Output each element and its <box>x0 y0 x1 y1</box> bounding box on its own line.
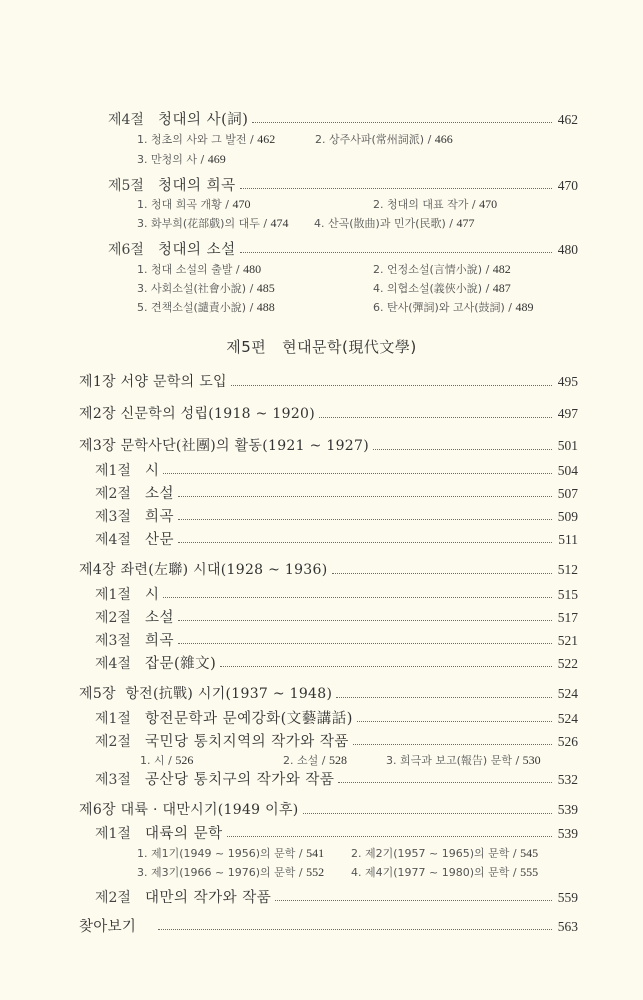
toc-subitem[interactable]: 3. 만청의 사 / 469 <box>137 152 226 166</box>
subitem-label: 4. 제4기(1977 ~ 1980)의 문학 <box>351 866 510 879</box>
subitem-label: 1. 청초의 사와 그 발전 <box>137 133 247 146</box>
section-title: 공산당 통치구의 작가와 작품 <box>144 772 335 788</box>
subitem-page: 482 <box>492 262 511 276</box>
section-number: 제2절 <box>95 486 131 502</box>
toc-subitem[interactable]: 1. 시 / 526 <box>140 753 194 767</box>
page-number: 511 <box>558 532 578 547</box>
dot-leader <box>158 929 552 930</box>
toc-subitem[interactable]: 3. 희극과 보고(報告) 문학 / 530 <box>386 753 541 767</box>
section-number: 제3절 <box>95 772 131 788</box>
section-number: 제5절 <box>108 178 144 194</box>
page-number: 509 <box>557 509 578 524</box>
dot-leader <box>178 643 552 644</box>
toc-subitem[interactable]: 6. 탄사(彈詞)와 고사(鼓詞) / 489 <box>373 300 534 314</box>
subitem-label: 1. 시 <box>140 754 165 767</box>
page-number: 539 <box>557 826 578 841</box>
subitem-label: 3. 화부희(花部戲)의 대두 <box>137 217 260 230</box>
subitem-label: 1. 제1기(1949 ~ 1956)의 문학 <box>137 847 296 860</box>
toc-subitem[interactable]: 2. 청대의 대표 작가 / 470 <box>373 197 498 211</box>
section-number: 제1절 <box>95 711 131 727</box>
part-heading: 제5편 현대문학(現代文學) <box>226 338 417 356</box>
page-number: 504 <box>557 463 578 478</box>
subitem-page: 477 <box>456 216 475 230</box>
page-number: 521 <box>557 633 578 648</box>
subitem-label: 1. 청대 소설의 출발 <box>137 263 233 276</box>
subitem-label: 2. 소설 <box>283 754 319 767</box>
page-number: 522 <box>557 656 578 671</box>
toc-subitem[interactable]: 1. 청대 희곡 개황 / 470 <box>137 197 251 211</box>
toc-subitem[interactable]: 4. 의협소설(義俠小說) / 487 <box>373 281 511 295</box>
subitem-page: 530 <box>522 753 541 767</box>
dot-leader <box>163 597 551 598</box>
page-number: 512 <box>557 562 578 577</box>
chapter-title: 제4장 좌련(左聯) 시대(1928 ~ 1936) <box>79 562 328 578</box>
subitem-page: 555 <box>520 865 539 879</box>
subitem-label: 6. 탄사(彈詞)와 고사(鼓詞) <box>373 301 505 314</box>
dot-leader <box>163 473 551 474</box>
subitem-page: 541 <box>306 846 325 860</box>
dot-leader <box>227 836 552 837</box>
toc-section-row[interactable] <box>95 505 578 526</box>
toc-section-row[interactable] <box>95 768 578 789</box>
dot-leader <box>231 385 552 386</box>
page-number: 480 <box>557 242 578 257</box>
toc-section-row[interactable] <box>95 606 578 627</box>
page-number: 462 <box>557 112 578 127</box>
subitem-label: 2. 언정소설(言情小說) <box>373 263 483 276</box>
page-number: 559 <box>557 890 578 905</box>
subitem-page: 474 <box>270 216 289 230</box>
dot-leader <box>353 744 552 745</box>
chapter-title: 제2장 신문학의 성립(1918 ~ 1920) <box>79 406 316 422</box>
page-number: 563 <box>557 919 578 934</box>
dot-leader <box>220 666 551 667</box>
section-title: 항전문학과 문예강화(文藝講話) <box>144 711 353 727</box>
page-number: 470 <box>557 178 578 193</box>
toc-section-row[interactable] <box>95 583 578 604</box>
section-number: 제2절 <box>95 610 131 626</box>
toc-section-row[interactable] <box>95 707 578 728</box>
dot-leader <box>319 417 552 418</box>
page-number: 501 <box>557 438 578 453</box>
subitem-page: 469 <box>207 152 226 166</box>
section-number: 제1절 <box>95 826 131 842</box>
toc-subitem[interactable]: 2. 소설 / 528 <box>283 753 347 767</box>
toc-chapter-row[interactable] <box>79 559 578 579</box>
toc-section-row[interactable] <box>108 108 578 129</box>
section-title: 청대의 소설 <box>157 242 236 258</box>
toc-section-row[interactable] <box>108 174 578 195</box>
section-title: 희곡 <box>144 509 174 525</box>
dot-leader <box>303 813 552 814</box>
index-title: 찾아보기 <box>79 919 137 935</box>
section-number: 제4절 <box>95 532 131 548</box>
chapter-title: 제3장 문학사단(社團)의 활동(1921 ~ 1927) <box>79 438 369 454</box>
toc-subitem[interactable]: 3. 사회소설(社會小說) / 485 <box>137 281 275 295</box>
toc-subitem[interactable]: 3. 제3기(1966 ~ 1976)의 문학 / 552 <box>137 865 325 879</box>
toc-section-row[interactable] <box>95 459 578 480</box>
subitem-label: 2. 상주사파(常州詞派) <box>315 133 425 146</box>
toc-chapter-row[interactable] <box>79 403 578 423</box>
section-title: 소설 <box>144 610 174 626</box>
subitem-label: 2. 제2기(1957 ~ 1965)의 문학 <box>351 847 510 860</box>
page-number: 524 <box>557 711 578 726</box>
subitem-page: 526 <box>175 753 194 767</box>
toc-section-row[interactable] <box>95 652 578 673</box>
toc-section-row[interactable] <box>95 822 578 843</box>
toc-chapter-row[interactable] <box>79 799 578 819</box>
toc-section-row[interactable] <box>95 528 578 549</box>
dot-leader <box>336 697 552 698</box>
section-number: 제1절 <box>95 463 131 479</box>
dot-leader <box>332 573 552 574</box>
subitem-label: 4. 의협소설(義俠小說) <box>373 282 483 295</box>
subitem-label: 4. 산곡(散曲)과 민가(民歌) <box>314 217 446 230</box>
subitem-page: 528 <box>328 753 347 767</box>
section-title: 국민당 통치지역의 작가와 작품 <box>144 734 349 750</box>
dot-leader <box>178 620 552 621</box>
section-title: 시 <box>144 463 160 479</box>
toc-chapter-row[interactable] <box>79 683 578 703</box>
toc-subitem[interactable]: 5. 견책소설(譴責小說) / 488 <box>137 300 275 314</box>
section-title: 청대의 희곡 <box>157 178 236 194</box>
dot-leader <box>373 449 552 450</box>
section-number: 제2절 <box>95 890 131 906</box>
section-number: 제4절 <box>108 112 144 128</box>
toc-section-row[interactable] <box>95 482 578 503</box>
page-number: 532 <box>557 772 578 787</box>
toc-subitem[interactable]: 1. 제1기(1949 ~ 1956)의 문학 / 541 <box>137 846 325 860</box>
toc-subitem[interactable]: 2. 제2기(1957 ~ 1965)의 문학 / 545 <box>351 846 539 860</box>
section-number: 제6절 <box>108 242 144 258</box>
page-number: 517 <box>557 610 578 625</box>
subitem-label: 3. 만청의 사 <box>137 153 197 166</box>
section-title: 대륙의 문학 <box>144 826 223 842</box>
dot-leader <box>357 721 552 722</box>
chapter-title: 제1장 서양 문학의 도입 <box>79 374 227 390</box>
dot-leader <box>338 782 551 783</box>
subitem-page: 552 <box>306 865 325 879</box>
section-title: 청대의 사(詞) <box>157 112 249 128</box>
page-number: 515 <box>557 587 578 602</box>
section-number: 제3절 <box>95 633 131 649</box>
toc-section-row[interactable] <box>95 629 578 650</box>
dot-leader <box>178 496 552 497</box>
subitem-page: 485 <box>256 281 275 295</box>
subitem-page: 462 <box>257 132 276 146</box>
dot-leader <box>240 252 552 253</box>
page-number: 507 <box>557 486 578 501</box>
toc-index-row[interactable] <box>79 915 578 936</box>
chapter-title: 제6장 대륙 · 대만시기(1949 이후) <box>79 802 299 818</box>
page-number: 539 <box>557 802 578 817</box>
subitem-page: 489 <box>515 300 534 314</box>
toc-section-row[interactable] <box>95 730 578 751</box>
toc-subitem[interactable]: 2. 언정소설(言情小說) / 482 <box>373 262 511 276</box>
dot-leader <box>178 542 552 543</box>
subitem-page: 487 <box>492 281 511 295</box>
section-title: 소설 <box>144 486 174 502</box>
section-title: 산문 <box>144 532 174 548</box>
subitem-page: 470 <box>479 197 498 211</box>
section-title: 희곡 <box>144 633 174 649</box>
section-number: 제2절 <box>95 734 131 750</box>
subitem-page: 545 <box>520 846 539 860</box>
dot-leader <box>275 900 552 901</box>
toc-subitem[interactable]: 4. 제4기(1977 ~ 1980)의 문학 / 555 <box>351 865 539 879</box>
toc-subitem[interactable]: 1. 청대 소설의 출발 / 480 <box>137 262 262 276</box>
page-number: 497 <box>557 406 578 421</box>
toc-subitem[interactable]: 2. 상주사파(常州詞派) / 466 <box>315 132 453 146</box>
toc-subitem[interactable]: 1. 청초의 사와 그 발전 / 462 <box>137 132 276 146</box>
section-title: 대만의 작가와 작품 <box>144 890 272 906</box>
subitem-label: 3. 제3기(1966 ~ 1976)의 문학 <box>137 866 296 879</box>
subitem-page: 480 <box>243 262 262 276</box>
page-number: 495 <box>557 374 578 389</box>
chapter-title: 제5장 항전(抗戰) 시기(1937 ~ 1948) <box>79 686 333 702</box>
toc-section-row[interactable] <box>95 886 578 907</box>
subitem-label: 3. 사회소설(社會小說) <box>137 282 247 295</box>
section-number: 제3절 <box>95 509 131 525</box>
toc-subitem[interactable]: 3. 화부희(花部戲)의 대두 / 474 <box>137 216 289 230</box>
section-title: 시 <box>144 587 160 603</box>
section-number: 제1절 <box>95 587 131 603</box>
section-number: 제4절 <box>95 656 131 672</box>
subitem-label: 5. 견책소설(譴責小說) <box>137 301 247 314</box>
subitem-page: 470 <box>232 197 251 211</box>
section-title: 잡문(雜文) <box>144 656 217 672</box>
dot-leader <box>178 519 552 520</box>
subitem-page: 488 <box>256 300 275 314</box>
toc-chapter-row[interactable] <box>79 435 578 455</box>
page-number: 526 <box>557 734 578 749</box>
dot-leader <box>240 188 552 189</box>
toc-subitem[interactable]: 4. 산곡(散曲)과 민가(民歌) / 477 <box>314 216 475 230</box>
subitem-label: 3. 희극과 보고(報告) 문학 <box>386 754 512 767</box>
subitem-label: 1. 청대 희곡 개황 <box>137 198 222 211</box>
page-number: 524 <box>557 686 578 701</box>
dot-leader <box>252 122 551 123</box>
toc-chapter-row[interactable] <box>79 371 578 391</box>
subitem-label: 2. 청대의 대표 작가 <box>373 198 469 211</box>
toc-section-row[interactable] <box>108 238 578 259</box>
subitem-page: 466 <box>434 132 453 146</box>
